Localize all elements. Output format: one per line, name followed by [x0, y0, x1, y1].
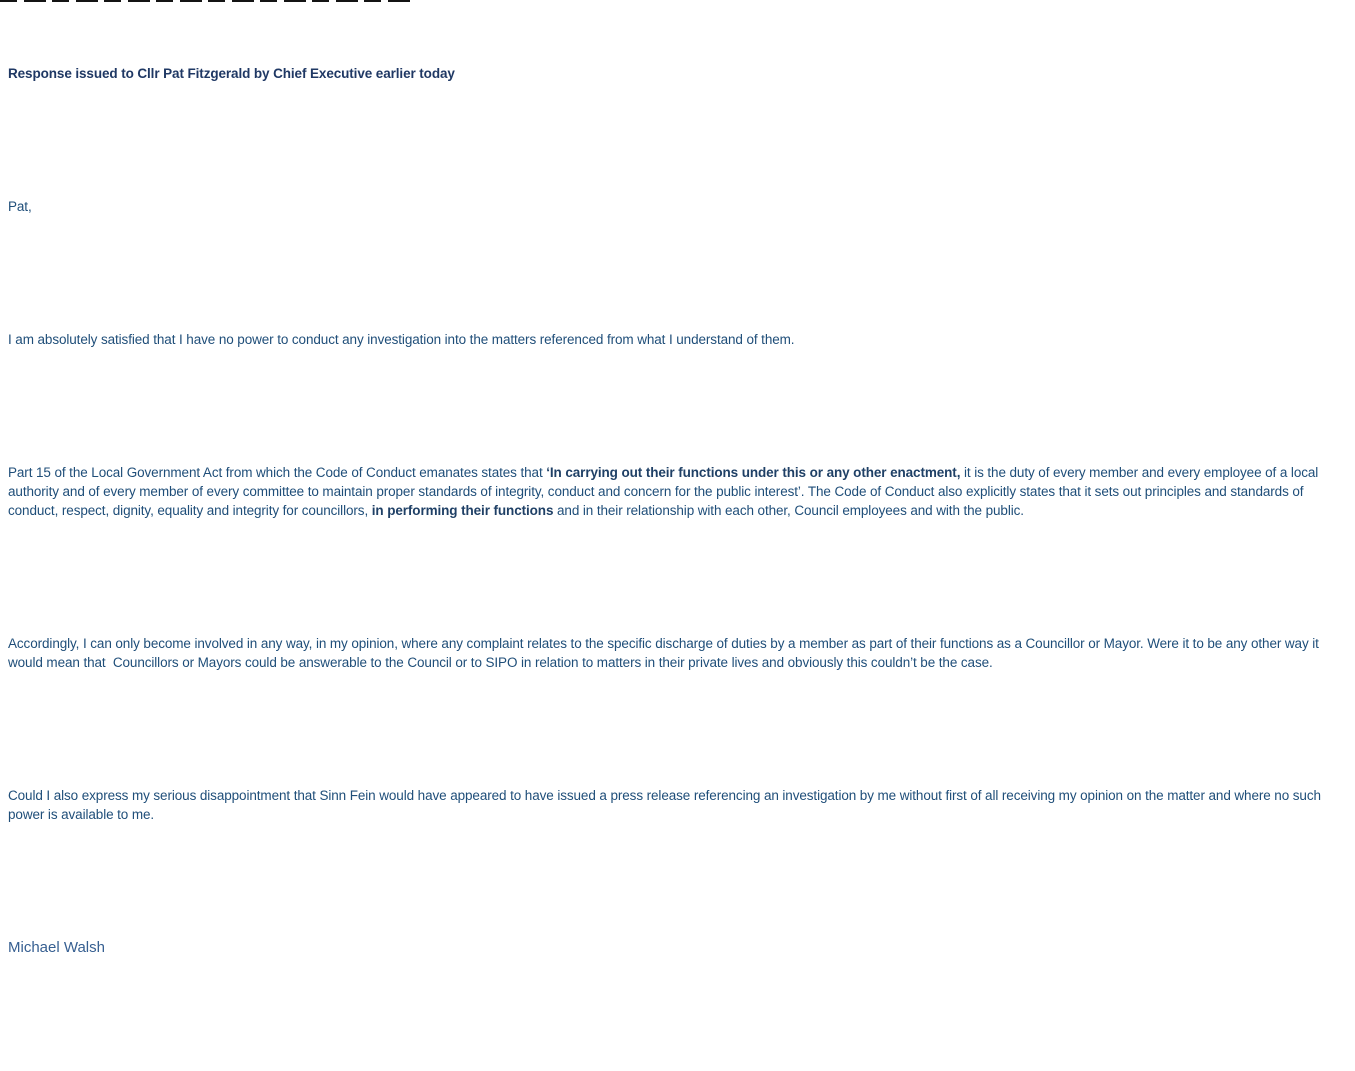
paragraph-satisfied: I am absolutely satisfied that I have no power to conduct any investigation into the matters referenced from what I understand of them.: [8, 332, 795, 347]
act-run-quote-bold: ‘In carrying out their functions under this or any other enactment,: [546, 465, 961, 480]
letter-title: Response issued to Cllr Pat Fitzgerald by Chief Executive earlier today: [8, 66, 455, 81]
paragraph-disappointment: Could I also express my serious disappointment that Sinn Fein would have appeared to have issued a press release referencing an investigation by me without first of all receiving my opinion on the matter and where no such power is available to me.: [8, 788, 1325, 822]
signature: Michael Walsh: [8, 939, 105, 956]
act-run-intro: Part 15 of the Local Government Act from which the Code of Conduct emanates states that: [8, 465, 547, 480]
paragraph-accordingly: Accordingly, I can only become involved in any way, in my opinion, where any complaint relates to the specific discharge of duties by a member as part of their functions as a Councillor or Mayor. Were it to be any other way it would mean that Councillors or Mayors could be answerable to the Council or to SIPO in relation to matters in their private lives and obviously this couldn’t be the case.: [8, 636, 1323, 670]
salutation: Pat,: [8, 199, 32, 214]
act-run-relationship: and in their relationship with each other, Council employees and with the public.: [553, 503, 1024, 518]
act-run-duty: it is the duty of every member and every employee of a local authority and of every member of every committee to maintain proper standards of integrity, conduct and concern for the public interest’. The Code of Conduct also explicitly states that it sets out principles and standards of conduct, respect, dignity, equality and integrity for councillors,: [8, 465, 1322, 518]
act-run-performing-bold: in performing their functions: [371, 503, 554, 518]
paragraph-local-government-act: [8, 463, 1346, 520]
